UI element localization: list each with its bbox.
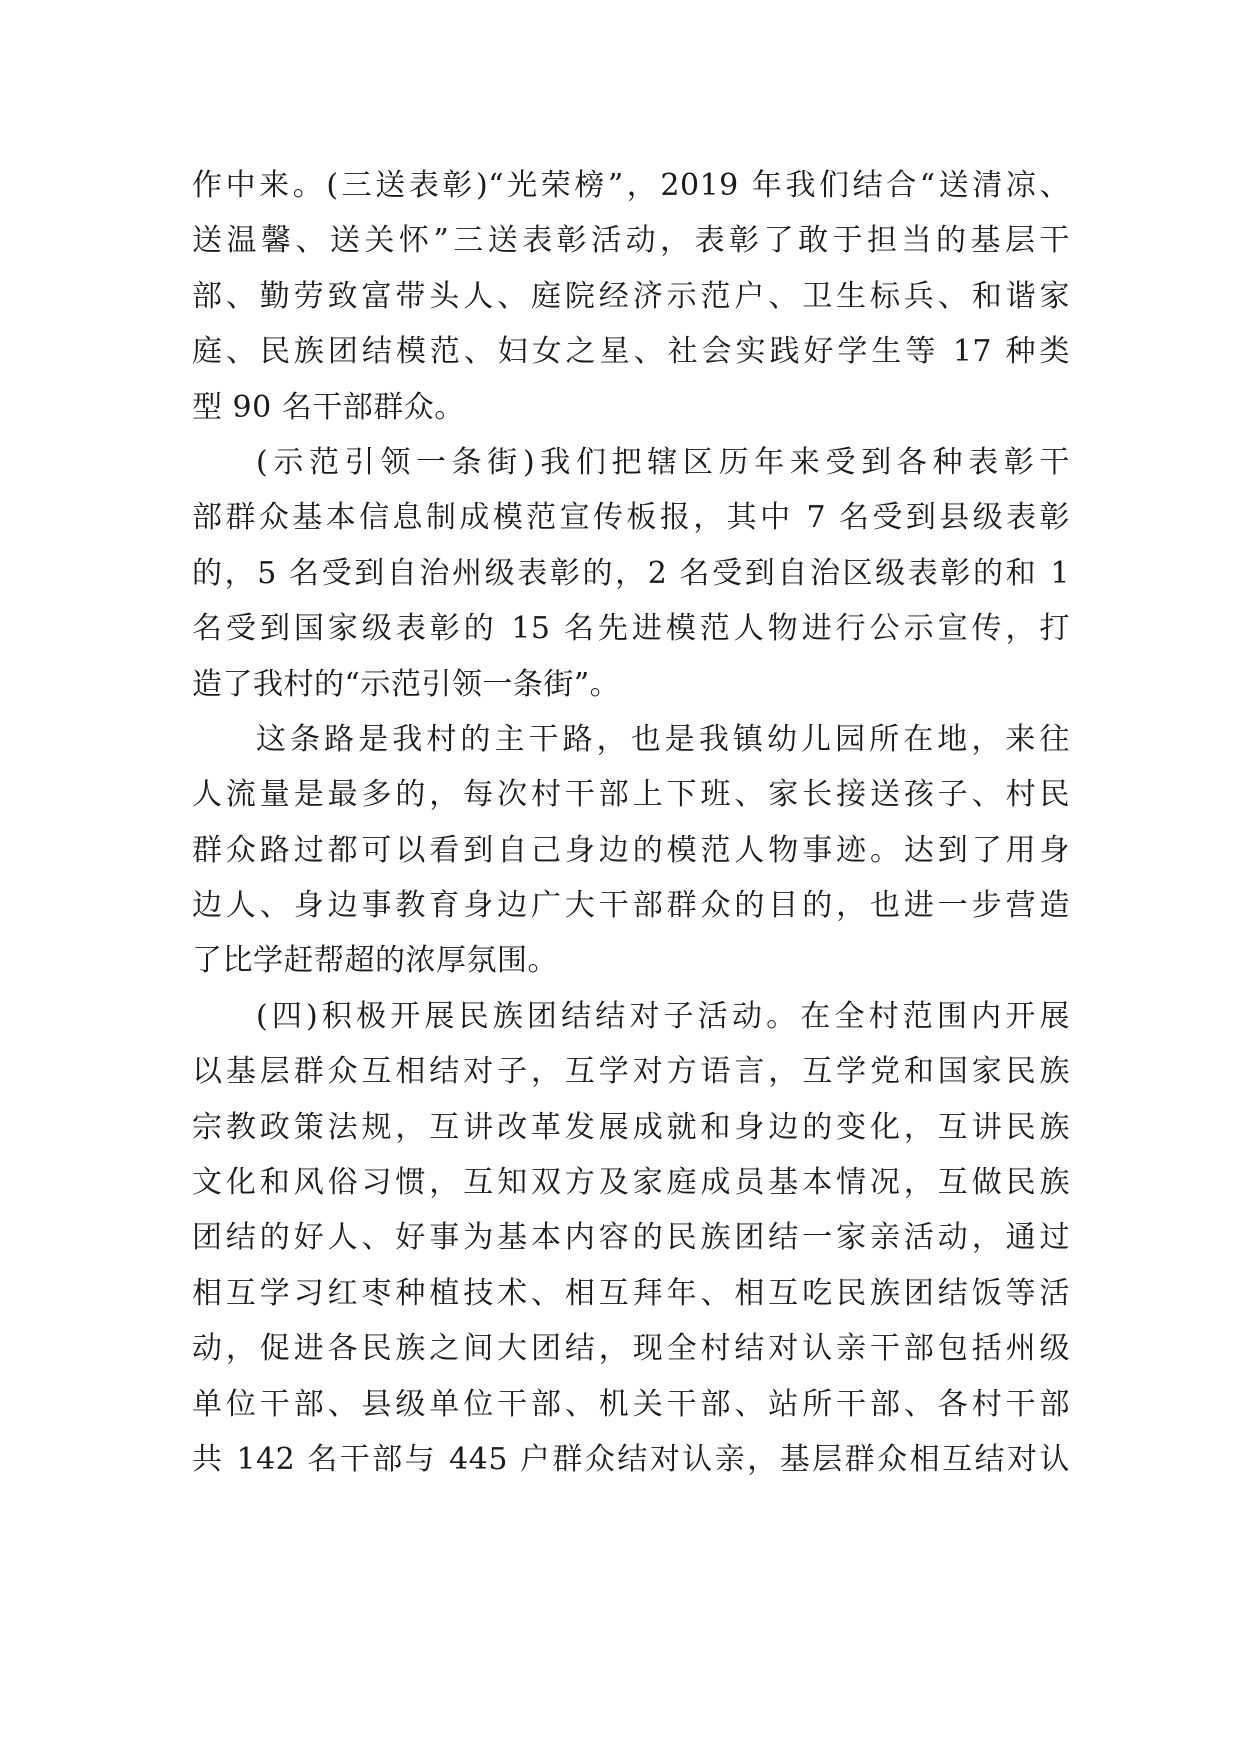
paragraph-2-line-1: (示范引领一条街)我们把辖区历年来受到各种表彰干 — [256, 444, 1070, 480]
paragraph-1-line-5: 型 90 名干部群众。 — [192, 389, 465, 425]
paragraph-2-line-4: 名受到国家级表彰的 15 名先进模范人物进行公示宣传，打 — [192, 611, 1070, 647]
paragraph-4-line-8: 单位干部、县级单位干部、机关干部、站所干部、各村干部 — [192, 1386, 1070, 1422]
paragraph-4-line-9: 共 142 名干部与 445 户群众结对认亲，基层群众相互结对认 — [192, 1441, 1070, 1477]
paragraph-4-line-6: 相互学习红枣种植技术、相互拜年、相互吃民族团结饭等活 — [192, 1275, 1070, 1311]
paragraph-2-line-2: 部群众基本信息制成模范宣传板报，其中 7 名受到县级表彰 — [192, 500, 1070, 536]
paragraph-1-line-4: 庭、民族团结模范、妇女之星、社会实践好学生等 17 种类 — [192, 334, 1070, 370]
paragraph-4-line-5: 团结的好人、好事为基本内容的民族团结一家亲活动，通过 — [192, 1220, 1070, 1256]
paragraph-2-line-5: 造了我村的“示范引领一条街”。 — [192, 666, 621, 702]
paragraph-4-line-3: 宗教政策法规，互讲改革发展成就和身边的变化，互讲民族 — [192, 1109, 1070, 1145]
paragraph-4-line-7: 动，促进各民族之间大团结，现全村结对认亲干部包括州级 — [192, 1331, 1070, 1367]
paragraph-3-line-4: 边人、身边事教育身边广大干部群众的目的，也进一步营造 — [192, 888, 1070, 924]
paragraph-3-line-2: 人流量是最多的，每次村干部上下班、家长接送孩子、村民 — [192, 777, 1070, 813]
paragraph-1-line-3: 部、勤劳致富带头人、庭院经济示范户、卫生标兵、和谐家 — [192, 278, 1070, 314]
paragraph-1-line-2: 送温馨、送关怀”三送表彰活动，表彰了敢于担当的基层干 — [192, 223, 1070, 259]
paragraph-4-line-4: 文化和风俗习惯，互知双方及家庭成员基本情况，互做民族 — [192, 1165, 1070, 1201]
paragraph-1-line-1: 作中来。(三送表彰)“光荣榜”，2019 年我们结合“送清凉、 — [192, 168, 1070, 203]
paragraph-2-line-3: 的，5 名受到自治州级表彰的，2 名受到自治区级表彰的和 1 — [192, 555, 1070, 591]
paragraph-3-line-1: 这条路是我村的主干路，也是我镇幼儿园所在地，来往 — [256, 721, 1070, 757]
body-text — [192, 158, 1070, 1487]
paragraph-4-line-2: 以基层群众互相结对子，互学对方语言，互学党和国家民族 — [192, 1054, 1070, 1090]
paragraph-3-line-3: 群众路过都可以看到自己身边的模范人物事迹。达到了用身 — [192, 832, 1070, 868]
paragraph-3-line-5: 了比学赶帮超的浓厚氛围。 — [192, 943, 558, 979]
paragraph-4-line-1: (四)积极开展民族团结结对子活动。在全村范围内开展 — [256, 998, 1070, 1034]
